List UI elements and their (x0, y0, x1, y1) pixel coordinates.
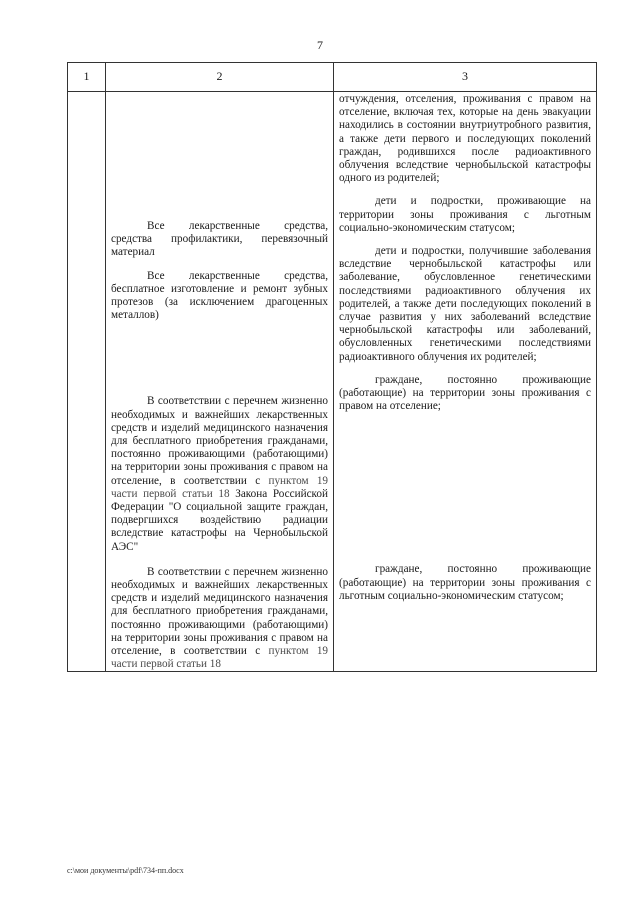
footer-file-path: c:\мои документы\pdf\734-пп.docx (67, 866, 184, 875)
benefit-paragraph-3-text: В соответствии с перечнем жизненно необходимых и важнейших лекарственных средств и изделий медицинского назначения для бесплатного приобретения гражданами, постоянно проживающими (работающими) на территории зоны проживания с правом на отселение, в соответствии с (111, 395, 328, 487)
benefit-paragraph-2: Все лекарственные средства, бесплатное изготовление и ремонт зубных протезов (за исключением драгоценных металлов) (111, 269, 328, 322)
table-body-row (68, 92, 597, 672)
column-header-2: 2 (106, 63, 334, 92)
recipient-paragraph-2: дети и подростки, проживающие на территории зоны проживания с льготным социально-экономическим статусом; (339, 195, 591, 234)
number-cell (68, 92, 106, 672)
benefit-paragraph-1: Все лекарственные средства, средства профилактики, перевязочный материал (111, 220, 328, 259)
benefits-table (67, 62, 597, 672)
recipient-paragraph-3: дети и подростки, получившие заболевания вследствие чернобыльской катастрофы или заболевание, обусловленное генетическими последствиями радиоактивного облучения их родителей, а также дети последующих поколений в случае развития у них заболеваний вследствие чернобыльской катастрофы или заболеваний, обусловленных генетическими последствиями радиоактивного облучения их родителей; (339, 245, 591, 363)
column-header-1: 1 (68, 63, 106, 92)
benefit-paragraph-3-text-end: Закона Российской Федерации "О социальной защите граждан, подвергшихся воздействию радиации вследствие катастрофы на Чернобыльской АЭС" (111, 487, 328, 553)
column-header-3: 3 (334, 63, 597, 92)
recipient-paragraph-4: граждане, постоянно проживающие (работающие) на территории зоны проживания с правом на отселение; (339, 373, 591, 413)
page-number: 7 (317, 38, 323, 52)
benefit-column-cell (106, 92, 334, 672)
legal-reference-link[interactable]: пунктом 19 части первой статьи 18 (111, 474, 329, 500)
recipient-paragraph-5: граждане, постоянно проживающие (работающие) на территории зоны проживания с льготным социально-экономическим статусом; (339, 563, 591, 602)
legal-reference-link[interactable]: пунктом 19 части первой статьи 18 (111, 645, 329, 671)
recipient-paragraph-1: отчуждения, отселения, проживания с правом на отселение, включая тех, которые на день эвакуации находились в состоянии внутриутробного развития, а также дети первого и последующих поколений граждан, родившихся после радиоактивного облучения вследствие чернобыльской катастрофы одного из родителей; (339, 93, 591, 185)
benefit-paragraph-3 (111, 395, 328, 553)
recipient-column-cell (334, 92, 597, 672)
table-header-row (68, 63, 597, 92)
benefit-paragraph-4-text: В соответствии с перечнем жизненно необходимых и важнейших лекарственных средств и изделий медицинского назначения для бесплатного приобретения гражданами, постоянно проживающими (работающими) на территории зоны проживания с правом на отселение, в соответствии с (111, 565, 328, 658)
benefit-paragraph-4 (111, 566, 328, 672)
